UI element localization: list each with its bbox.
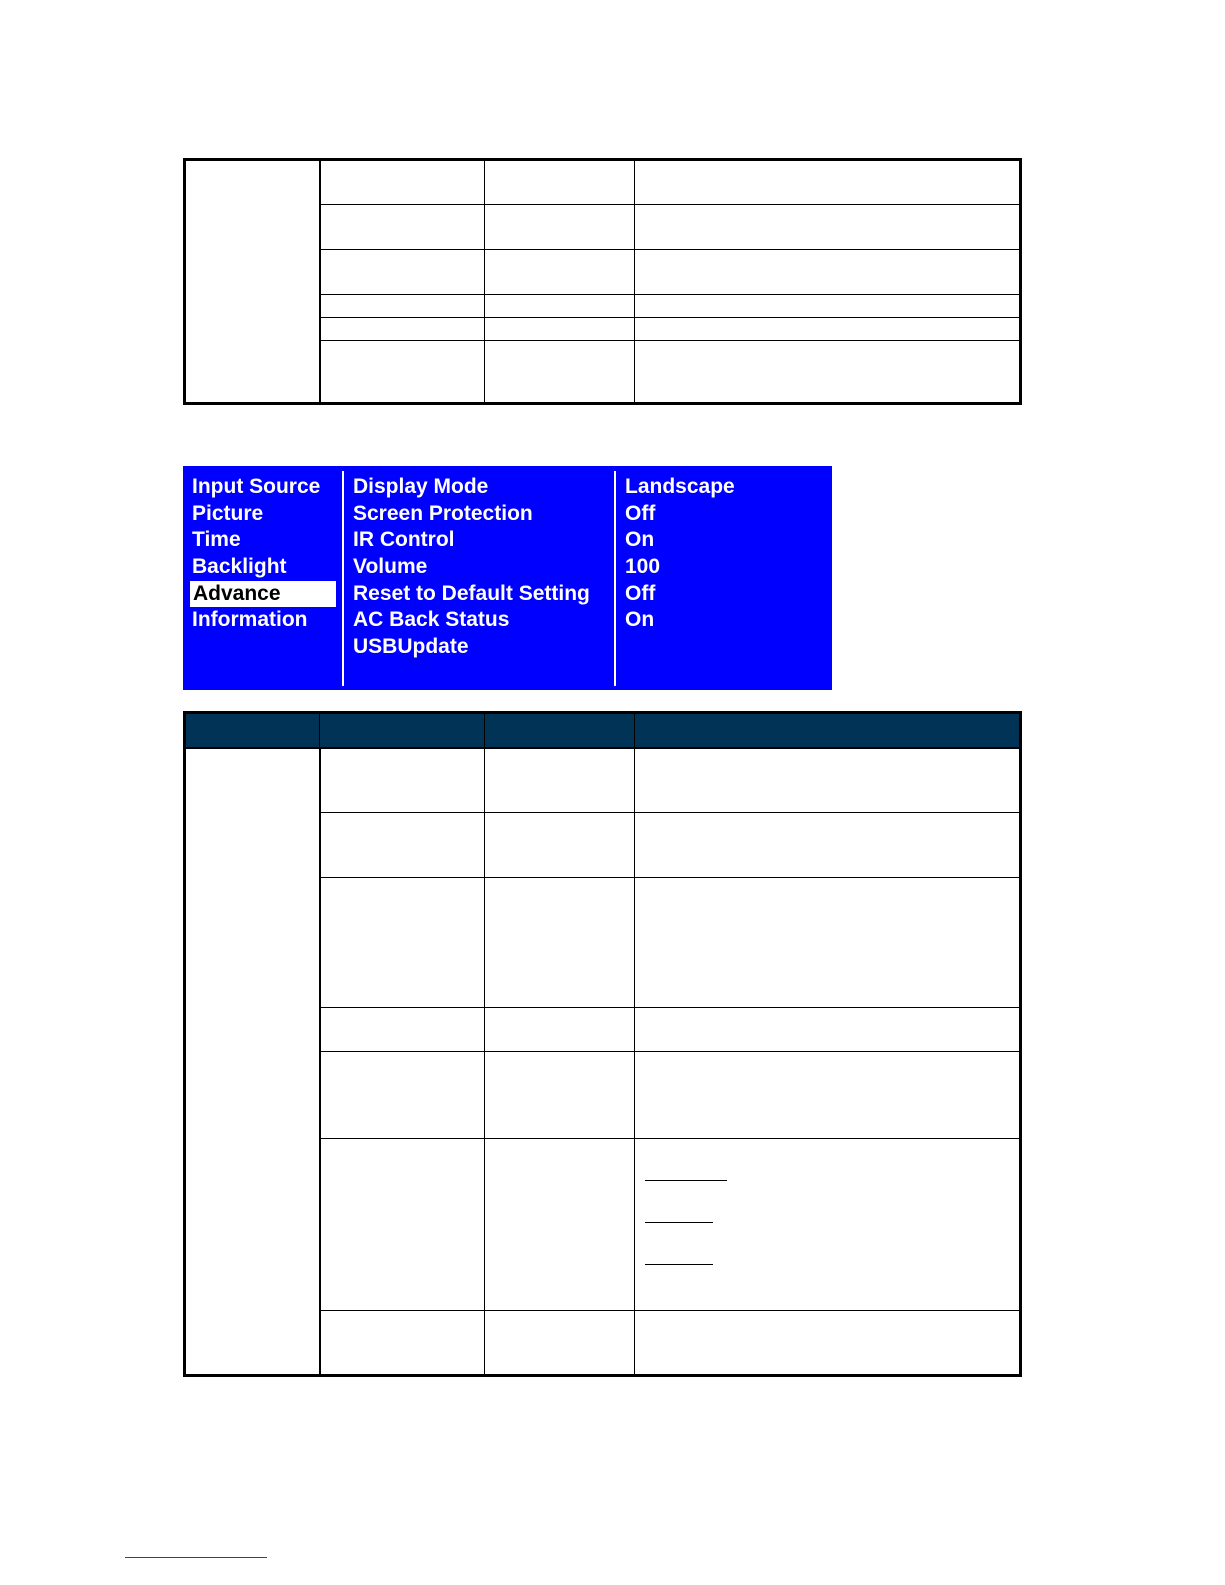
table-cell (485, 1007, 635, 1051)
osd-main-item-information[interactable]: Information (192, 608, 308, 632)
table-header-cell (635, 713, 1021, 749)
advance-settings-table (183, 711, 1022, 1377)
table-cell (485, 748, 635, 812)
osd-value-display-mode: Landscape (625, 475, 735, 498)
table-cell (485, 295, 635, 318)
osd-main-item-time[interactable]: Time (192, 528, 241, 552)
osd-main-item-picture[interactable]: Picture (192, 501, 264, 525)
table-cell (485, 1138, 635, 1310)
osd-main-item-backlight[interactable]: Backlight (192, 555, 287, 579)
osd-value-volume: 100 (625, 555, 661, 579)
table-cell (635, 1051, 1021, 1138)
table-cell (635, 341, 1021, 404)
osd-menu (183, 466, 832, 690)
osd-sub-item-screen-protection[interactable]: Screen Protection (353, 501, 533, 525)
table-row (185, 160, 1021, 205)
table-cell (635, 748, 1021, 812)
table-cell (635, 318, 1021, 341)
table-cell (635, 1007, 1021, 1051)
table-cell (320, 1051, 485, 1138)
footer-link-underline[interactable] (125, 1557, 267, 1558)
table-cell (635, 250, 1021, 295)
osd-main-menu (192, 474, 338, 634)
category-cell (185, 748, 320, 1375)
table-cell (485, 812, 635, 877)
osd-sub-item-display-mode[interactable]: Display Mode (353, 475, 489, 498)
table-cell (320, 1310, 485, 1375)
table-cell (320, 748, 485, 812)
table-cell (635, 812, 1021, 877)
table-cell (485, 160, 635, 205)
table-cell (320, 250, 485, 295)
table-header-cell (485, 713, 635, 749)
underline-mark (645, 1264, 713, 1265)
osd-main-item-input-source[interactable]: Input Source (192, 475, 321, 498)
table-cell (485, 250, 635, 295)
table-header-cell (185, 713, 320, 749)
underline-mark (645, 1222, 713, 1223)
table-cell (635, 205, 1021, 250)
table-cell (485, 341, 635, 404)
category-cell (185, 160, 320, 404)
table-cell (635, 1138, 1021, 1310)
table-cell (485, 1051, 635, 1138)
osd-divider (342, 471, 344, 686)
table-cell (320, 877, 485, 1007)
osd-sub-item-usb-update[interactable]: USBUpdate (353, 635, 469, 659)
osd-value-screen-protection: Off (625, 501, 656, 525)
osd-sub-item-ac-back-status[interactable]: AC Back Status (353, 608, 510, 632)
table-cell (320, 160, 485, 205)
table-cell (485, 1310, 635, 1375)
osd-main-item-advance[interactable]: Advance (190, 581, 336, 608)
osd-sub-item-reset-default[interactable]: Reset to Default Setting (353, 581, 590, 605)
table-cell (635, 295, 1021, 318)
settings-table-continued (183, 158, 1022, 405)
table-cell (485, 318, 635, 341)
table-header-row (185, 713, 1021, 749)
osd-sub-item-ir-control[interactable]: IR Control (353, 528, 455, 552)
osd-submenu (353, 474, 615, 661)
table-cell (635, 1310, 1021, 1375)
osd-value-ir-control: On (625, 528, 655, 552)
table-cell (635, 877, 1021, 1007)
table-cell (320, 812, 485, 877)
osd-value-reset-default: Off (625, 581, 656, 605)
table-header-cell (320, 713, 485, 749)
table-cell (320, 295, 485, 318)
table-cell (320, 341, 485, 404)
table-cell (485, 205, 635, 250)
table-row (185, 748, 1021, 812)
table-cell (320, 318, 485, 341)
osd-sub-item-volume[interactable]: Volume (353, 555, 428, 579)
underline-mark (645, 1180, 727, 1181)
table-cell (635, 160, 1021, 205)
table-cell (320, 205, 485, 250)
osd-values (625, 474, 825, 634)
table-cell (485, 877, 635, 1007)
table-cell (320, 1138, 485, 1310)
osd-value-ac-back-status: On (625, 608, 655, 632)
table-cell (320, 1007, 485, 1051)
osd-divider (614, 471, 616, 686)
